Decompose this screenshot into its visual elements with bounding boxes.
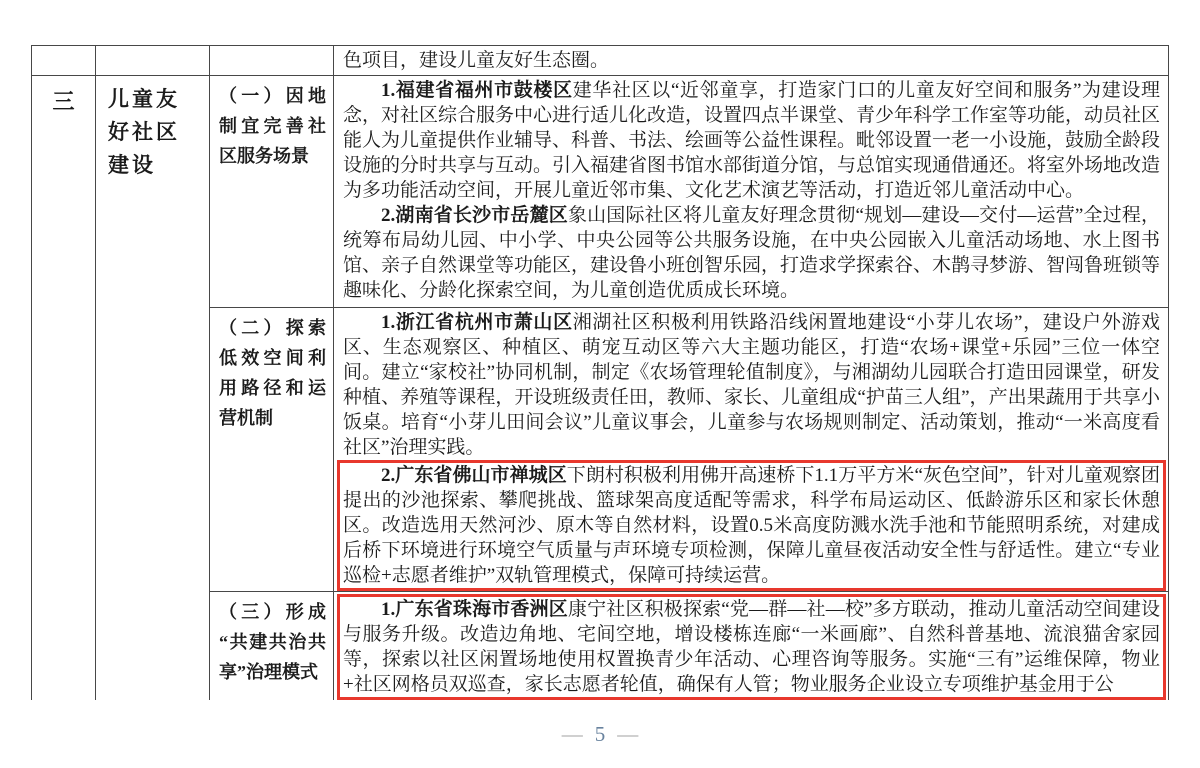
page-number-dash-left: —	[561, 722, 583, 746]
body-paragraph-highlighted	[343, 463, 1160, 588]
row-index-cell	[32, 76, 96, 701]
paragraph-text: 康宁社区积极探索“党—群—社—校”多方联动，推动儿童活动空间建设与服务升级。改造边角地、宅间空地，增设楼栋连廊“一米画廊”、自然科普基地、流浪猫舍家园等，探索以社区闲置场地使用权置换青少年活动、心理咨询等服务。实施“三有”运维保障，物业+社区网格员双巡查，家长志愿者轮值，确保有人管；物业服务企业设立专项维护基金用于公	[343, 599, 1160, 695]
section-body-cell	[334, 308, 1169, 592]
paragraph-text: 象山国际社区将儿童友好理念贯彻“规划—建设—交付—运营”全过程，统筹布局幼儿园、中小学、中央公园等公共服务设施，在中央公园嵌入儿童活动场地、水上图书馆、亲子自然课堂等功能区，建设鲁小班创智乐园，打造求学探索谷、木鹊寻梦游、智闯鲁班锁等趣味化、分龄化探索空间，为儿童创造优质成长环境。	[343, 205, 1161, 301]
body-paragraph	[343, 78, 1160, 203]
highlight-box	[337, 460, 1166, 591]
paragraph-text: 湘湖社区积极利用铁路沿线闲置地建设“小芽儿农场”，建设户外游戏区、生态观察区、种植区、萌宠互动区等六大主题功能区，打造“农场+课堂+乐园”三位一体空间。建立“家校社”协同机制，制定《农场管理轮值制度》，与湘湖幼儿园联合打造田园课堂，研发种植、养殖等课程，开设班级责任田，教师、家长、儿童组成“护苗三人组”，产出果蔬用于共享小饭桌。培育“小芽儿田间会议”儿童议事会，儿童参与农场规则制定、活动策划，推动“一米高度看社区”治理实践。	[343, 312, 1160, 458]
paragraph-lead: 2.广东省佛山市禅城区	[381, 465, 567, 486]
category-label: 儿童友好社区建设	[108, 87, 180, 177]
section-body-cell	[334, 592, 1169, 701]
table-row	[32, 46, 1169, 76]
section-heading: （三）形成“共建共治共享”治理模式	[219, 602, 326, 682]
page-number-value: 5	[594, 722, 606, 746]
category-cell	[96, 76, 210, 701]
page-number	[0, 722, 1200, 747]
section-body-cell	[334, 76, 1169, 308]
section-heading: （二）探索低效空间利用路径和运营机制	[219, 318, 326, 428]
body-paragraph	[343, 310, 1160, 460]
page-number-dash-right: —	[617, 722, 639, 746]
section-heading-cell	[210, 76, 334, 308]
content-table	[31, 45, 1169, 700]
body-paragraph-highlighted	[343, 597, 1160, 697]
carryover-cell	[334, 46, 1169, 76]
paragraph-lead: 1.福建省福州市鼓楼区	[381, 80, 573, 101]
row-index-label: 三	[52, 89, 75, 114]
section-heading: （一）因地制宜完善社区服务场景	[219, 86, 326, 166]
section-heading-cell	[210, 308, 334, 592]
carryover-cell-empty-3	[210, 46, 334, 76]
paragraph-lead: 1.浙江省杭州市萧山区	[381, 312, 573, 333]
paragraph-lead: 1.广东省珠海市香洲区	[381, 599, 568, 620]
section-heading-cell	[210, 592, 334, 701]
highlight-box	[337, 594, 1166, 700]
paragraph-text: 下朗村积极利用佛开高速桥下1.1万平方米“灰色空间”，针对儿童观察团提出的沙池探索、攀爬挑战、篮球架高度适配等需求，科学布局运动区、低龄游乐区和家长休憩区。改造选用天然河沙、原木等自然材料，设置0.5米高度防溅水洗手池和节能照明系统，对建成后桥下环境进行环境空气质量与声环境专项检测，保障儿童昼夜活动安全性与舒适性。建立“专业巡检+志愿者维护”双轨管理模式，保障可持续运营。	[343, 465, 1160, 586]
paragraph-text: 建华社区以“近邻童享，打造家门口的儿童友好空间和服务”为建设理念，对社区综合服务中心进行适儿化改造，设置四点半课堂、青少年科学工作室等功能，动员社区能人为儿童提供作业辅导、科普、书法、绘画等公益性课程。毗邻设置一老一小设施，鼓励全龄段设施的分时共享与互动。引入福建省图书馆水部街道分馆，与总馆实现通借通还。将室外场地改造为多功能活动空间，开展儿童近邻市集、文化艺术演艺等活动，打造近邻儿童活动中心。	[343, 80, 1161, 201]
carryover-text: 色项目，建设儿童友好生态圈。	[343, 50, 610, 71]
carryover-cell-empty-2	[96, 46, 210, 76]
paragraph-lead: 2.湖南省长沙市岳麓区	[381, 205, 568, 226]
carryover-cell-empty-1	[32, 46, 96, 76]
body-paragraph	[343, 203, 1160, 303]
table-row	[32, 76, 1169, 308]
